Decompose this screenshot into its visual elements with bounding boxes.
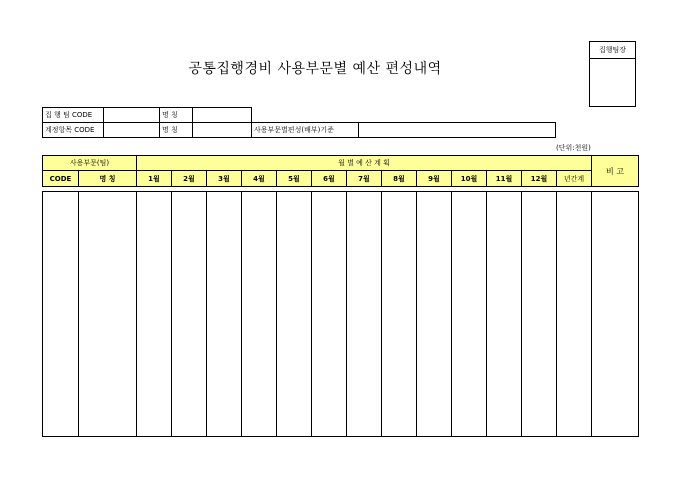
month-header: 2월: [172, 171, 207, 187]
allocation-basis-value[interactable]: [359, 123, 556, 138]
month-cell[interactable]: [137, 192, 172, 437]
monthly-plan-header: 월 별 예 산 계 획: [137, 156, 592, 171]
team-code-value[interactable]: [104, 108, 160, 123]
allocation-basis-label: 사용부문별편성(배부)기준: [252, 123, 359, 138]
document-title: 공통집행경비 사용부문별 예산 편성내역: [188, 61, 442, 77]
month-cell[interactable]: [417, 192, 452, 437]
month-header: 4월: [242, 171, 277, 187]
account-name-value[interactable]: [193, 123, 252, 138]
account-code-value[interactable]: [104, 123, 160, 138]
month-header: 9월: [417, 171, 452, 187]
month-header: 12월: [522, 171, 557, 187]
info-table-team: [42, 107, 252, 123]
code-cell[interactable]: [43, 192, 79, 437]
name-column-header: 명 칭: [79, 171, 137, 187]
month-header: 5월: [277, 171, 312, 187]
month-cell[interactable]: [452, 192, 487, 437]
budget-table: [42, 155, 639, 437]
account-name-label: 명 칭: [160, 123, 193, 138]
month-header: 8월: [382, 171, 417, 187]
month-header: 7월: [347, 171, 382, 187]
annual-total-header: 년간계: [557, 171, 592, 187]
month-header: 3월: [207, 171, 242, 187]
month-cell[interactable]: [277, 192, 312, 437]
account-code-label: 계정항목 CODE: [43, 123, 104, 138]
month-cell[interactable]: [382, 192, 417, 437]
stamp-label: 집행팀장: [590, 42, 635, 59]
info-table-account: [42, 122, 556, 138]
remark-header: 비 고: [592, 156, 639, 187]
name-cell[interactable]: [79, 192, 137, 437]
month-cell[interactable]: [522, 192, 557, 437]
month-cell[interactable]: [172, 192, 207, 437]
month-cell[interactable]: [242, 192, 277, 437]
month-cell[interactable]: [312, 192, 347, 437]
code-column-header: CODE: [43, 171, 79, 187]
unit-label: (단위:천원): [556, 144, 591, 152]
remark-cell[interactable]: [592, 192, 639, 437]
month-header: 11월: [487, 171, 522, 187]
month-cell[interactable]: [347, 192, 382, 437]
month-cell[interactable]: [207, 192, 242, 437]
team-name-value[interactable]: [193, 108, 252, 123]
team-code-label: 집 행 팀 CODE: [43, 108, 104, 123]
approval-stamp-box: [589, 41, 636, 107]
month-header: 1월: [137, 171, 172, 187]
annual-total-cell[interactable]: [557, 192, 592, 437]
month-cell[interactable]: [487, 192, 522, 437]
month-header: 10월: [452, 171, 487, 187]
month-header: 6월: [312, 171, 347, 187]
team-name-label: 명 칭: [160, 108, 193, 123]
dept-header: 사용부문(팀): [43, 156, 137, 171]
